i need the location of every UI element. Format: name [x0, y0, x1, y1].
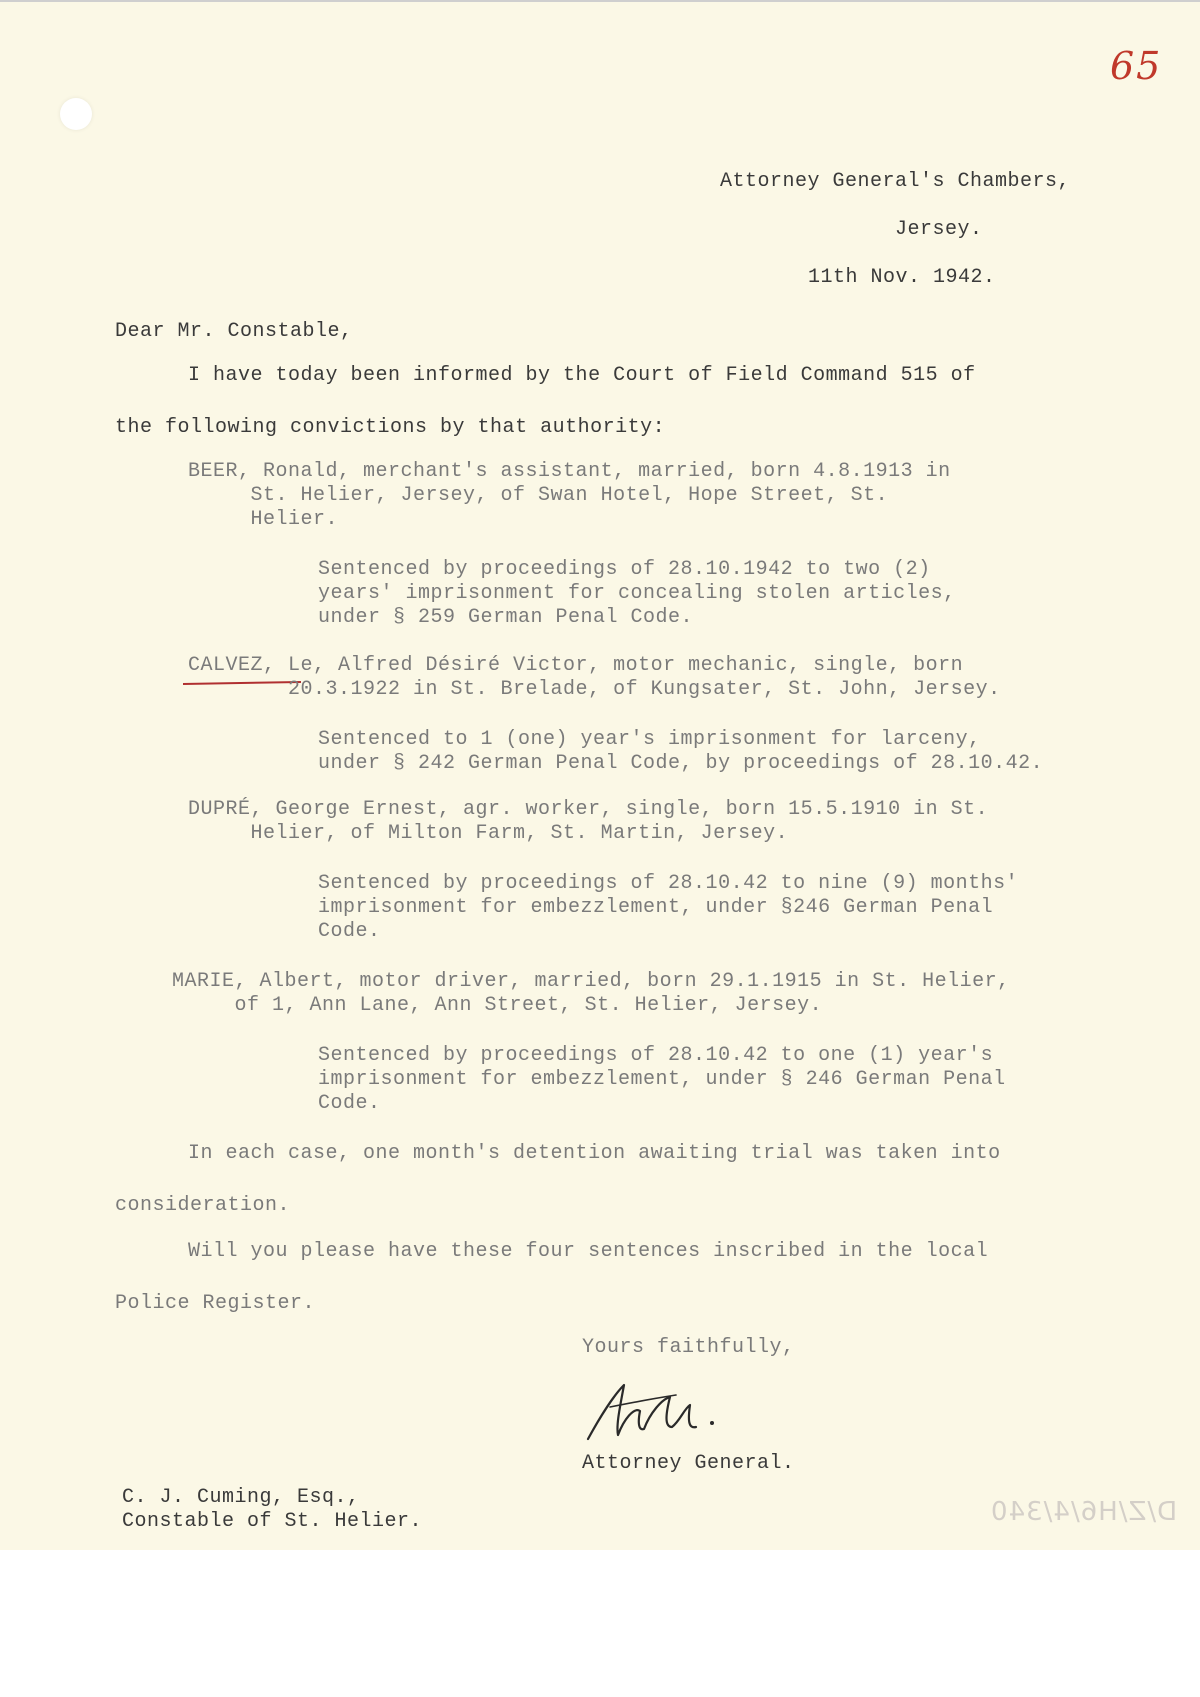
conviction-1-details-line-2: St. Helier, Jersey, of Swan Hotel, Hope Street, St.	[188, 484, 889, 507]
conviction-3-sentence-line-1: Sentenced by proceedings of 28.10.42 to nine (9) months'	[318, 872, 1019, 895]
conviction-2-sentence-line-2: under § 242 German Penal Code, by proceedings of 28.10.42.	[318, 752, 1044, 775]
conviction-1-sentence-line-2: years' imprisonment for concealing stolen articles,	[318, 582, 956, 605]
signatory-title: Attorney General.	[582, 1452, 795, 1475]
conviction-3-details-line-1: DUPRÉ, George Ernest, agr. worker, single, born 15.5.1910 in St.	[188, 798, 989, 821]
conviction-1-details-line-1: BEER, Ronald, merchant's assistant, married, born 4.8.1913 in	[188, 460, 951, 483]
conviction-4-sentence-line-2: imprisonment for embezzlement, under § 246 German Penal	[318, 1068, 1006, 1091]
conviction-2-details-line-1: CALVEZ, Le, Alfred Désiré Victor, motor mechanic, single, born	[188, 654, 964, 677]
valediction: Yours faithfully,	[582, 1336, 795, 1359]
archive-reference-stamp: D/Z/H6/4/340	[990, 1497, 1178, 1527]
intro-line-1: I have today been informed by the Court of Field Command 515 of	[188, 364, 976, 387]
conviction-3-details-line-2: Helier, of Milton Farm, St. Martin, Jersey.	[188, 822, 789, 845]
conviction-4-details-line-2: of 1, Ann Lane, Ann Street, St. Helier, Jersey.	[172, 994, 823, 1017]
sender-place: Jersey.	[895, 218, 983, 241]
closing-line-3: Will you please have these four sentences inscribed in the local	[188, 1240, 989, 1263]
conviction-4-sentence-line-3: Code.	[318, 1092, 381, 1115]
sender-office: Attorney General's Chambers,	[720, 170, 1071, 193]
conviction-3-sentence-line-3: Code.	[318, 920, 381, 943]
conviction-3-sentence-line-2: imprisonment for embezzlement, under §246 German Penal	[318, 896, 994, 919]
conviction-2-details-line-2: 20.3.1922 in St. Brelade, of Kungsater, St. John, Jersey.	[188, 678, 1001, 701]
salutation: Dear Mr. Constable,	[115, 320, 353, 343]
letter-date: 11th Nov. 1942.	[808, 266, 996, 289]
conviction-2-sentence-line-1: Sentenced to 1 (one) year's imprisonment for larceny,	[318, 728, 981, 751]
conviction-1-details-line-3: Helier.	[188, 508, 339, 531]
conviction-1-sentence-line-3: under § 259 German Penal Code.	[318, 606, 694, 629]
intro-line-2: the following convictions by that authority:	[115, 416, 666, 439]
closing-line-1: In each case, one month's detention awaiting trial was taken into	[188, 1142, 1001, 1165]
conviction-4-details-line-1: MARIE, Albert, motor driver, married, born 29.1.1915 in St. Helier,	[172, 970, 1010, 993]
addressee-line-2: Constable of St. Helier.	[122, 1510, 423, 1533]
conviction-1-sentence-line-1: Sentenced by proceedings of 28.10.1942 to two (2)	[318, 558, 931, 581]
addressee-line-1: C. J. Cuming, Esq.,	[122, 1486, 360, 1509]
closing-line-2: consideration.	[115, 1194, 291, 1217]
punch-hole	[60, 98, 92, 130]
conviction-4-sentence-line-1: Sentenced by proceedings of 28.10.42 to one (1) year's	[318, 1044, 994, 1067]
folio-number: 65	[1110, 44, 1163, 88]
handwritten-signature	[580, 1377, 740, 1447]
closing-line-4: Police Register.	[115, 1292, 316, 1315]
